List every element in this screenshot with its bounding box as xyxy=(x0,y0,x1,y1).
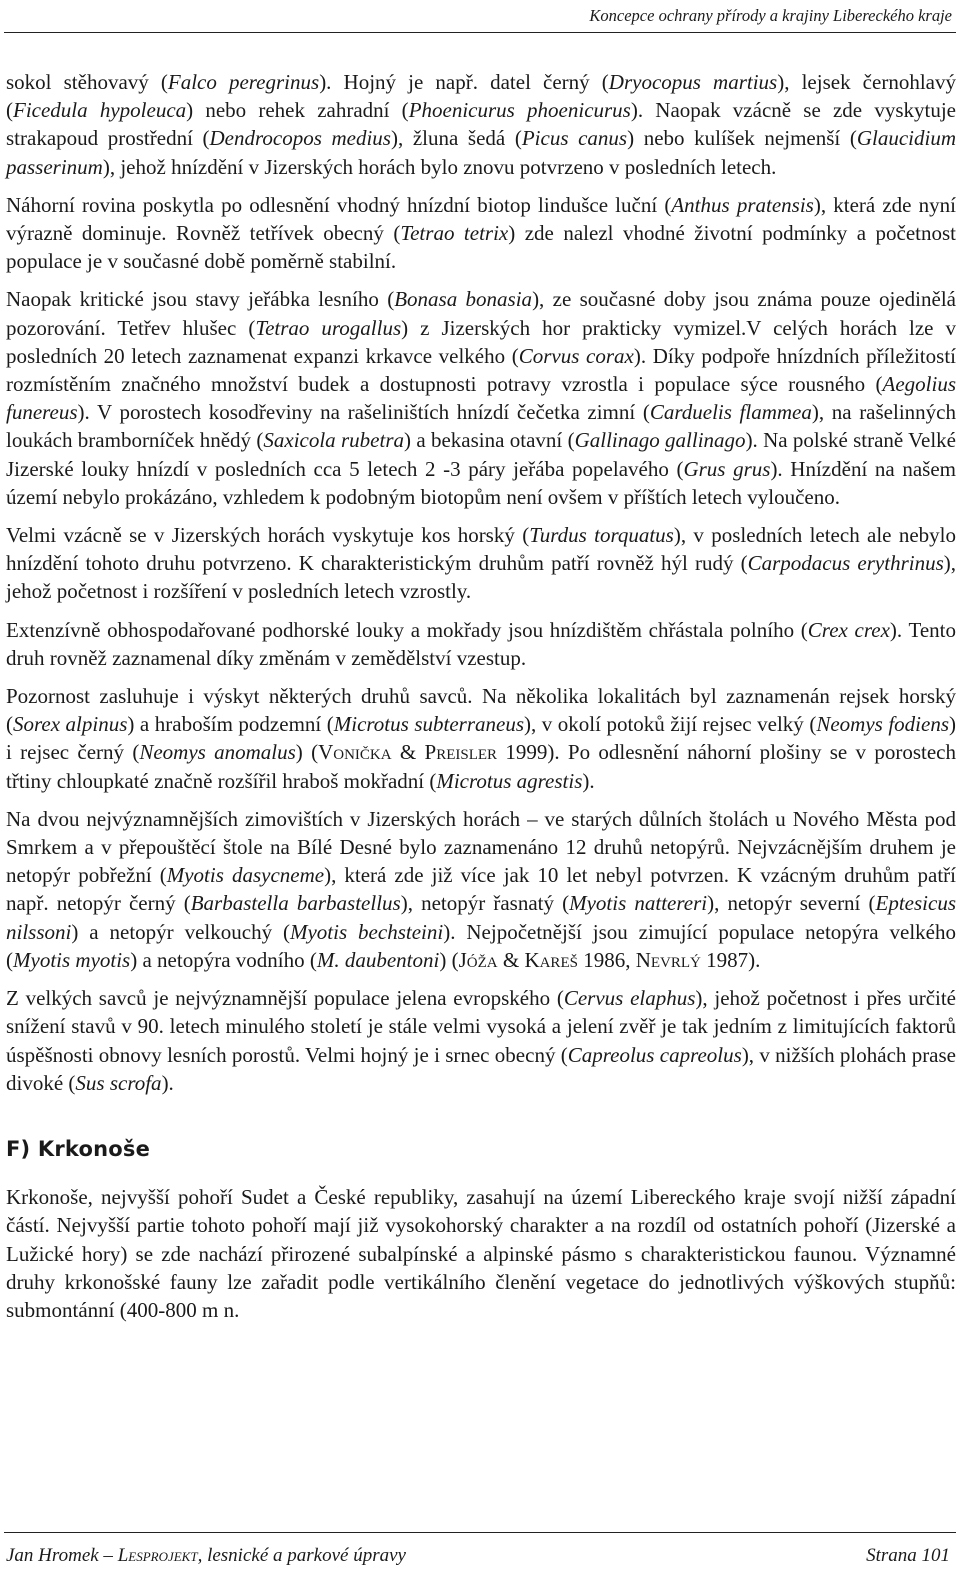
text-run: Velmi vzácně se v Jizerských horách vyskytuje kos horský ( xyxy=(6,523,530,548)
species-name: Tetrao tetrix xyxy=(400,221,509,246)
species-name: Myotis bechsteini xyxy=(289,919,444,944)
species-name: Carduelis flammea xyxy=(649,400,812,425)
text-run: ) a hraboším podzemní ( xyxy=(127,712,334,737)
section-heading: F) Krkonoše xyxy=(6,1136,151,1161)
species-name: Tetrao urogallus xyxy=(255,315,402,340)
species-name: Myotis myotis xyxy=(13,947,131,972)
species-name: Glaucidium passerinum xyxy=(6,126,956,179)
species-name: Crex crex xyxy=(807,617,890,642)
paragraph xyxy=(6,68,956,181)
text-run: ), která zde nyní výrazně dominuje. Rovněž tetřívek obecný ( xyxy=(6,192,956,246)
footer-company-rest: , lesnické a parkové úpravy xyxy=(197,1545,406,1566)
text-run: ), netopýr severní ( xyxy=(707,891,876,916)
text-run: ) a bekasina otavní ( xyxy=(404,428,575,453)
text-run: ). Tento druh rovněž zaznamenal díky změnám v zemědělství vzestup. xyxy=(6,617,956,670)
text-run: ). xyxy=(582,768,595,793)
species-name: Ficedula hypoleuca xyxy=(13,98,187,123)
text-run: Z velkých savců je nejvýznamnější populace jelena evropského ( xyxy=(6,986,564,1011)
text-run: ) z Jizerských hor prakticky vymizel.V celých horách lze v posledních 20 letech zaznamenat expanzi krkavce velkého ( xyxy=(6,315,957,368)
footer-author-name: Jan Hromek – xyxy=(6,1545,118,1566)
text-run: 1986, xyxy=(577,947,636,972)
text-run: ), v nižších plohách prase divoké ( xyxy=(6,1042,956,1095)
text-run: ). Hnízdění na našem území nebylo prokázáno, vzhledem k podobným biotopům není ovšem v příštích letech vyloučeno. xyxy=(6,456,956,509)
paragraph xyxy=(6,984,956,1097)
species-name: M. daubentoni xyxy=(316,947,440,972)
paragraph xyxy=(6,191,956,276)
species-name: Microtus subterraneus xyxy=(333,712,524,737)
text-run: ). Nejpočetnější jsou zimující populace netopýra velkého ( xyxy=(6,919,956,972)
paragraph xyxy=(6,805,956,974)
species-name: Corvus corax xyxy=(518,343,634,368)
species-name: Phoenicurus phoenicurus xyxy=(408,98,631,123)
text-run: & xyxy=(391,740,425,765)
page-body xyxy=(6,68,956,1334)
paragraphs-top xyxy=(6,68,956,1097)
text-run: ) a netopýra vodního ( xyxy=(130,947,317,972)
species-name: Bonasa bonasia xyxy=(394,287,533,312)
text-run: Pozornost zasluhuje i výskyt některých druhů savců. Na několika lokalitách byl zaznamenán rejsek horský ( xyxy=(6,684,956,737)
species-name: Eptesicus nilssoni xyxy=(6,891,956,944)
species-name: Gallinago gallinago xyxy=(574,428,746,453)
species-name: Capreolus capreolus xyxy=(567,1042,742,1067)
species-name: Anthus pratensis xyxy=(671,192,814,217)
text-run: ) nebo rehek zahradní ( xyxy=(186,98,409,123)
text-run: ), v okolí potoků žijí rejsec velký ( xyxy=(524,712,817,737)
text-run: ) i rejsec černý ( xyxy=(6,712,956,765)
text-run: ). Hojný je např. datel černý ( xyxy=(319,70,609,94)
citation-author: Jóža xyxy=(458,947,498,972)
paragraph xyxy=(6,682,956,795)
text-run: Naopak kritické jsou stavy jeřábka lesního ( xyxy=(6,287,395,312)
text-run: ) ( xyxy=(295,740,319,765)
species-name: Neomys anomalus xyxy=(139,740,296,765)
citation-author: Nevrlý xyxy=(635,947,701,972)
paragraph xyxy=(6,285,956,511)
text-run: 1999). Po odlesnění náhorní plošiny se v porostech třtiny chloupkaté značně rozšířil hraboš mokřadní ( xyxy=(6,740,956,793)
species-name: Dryocopus martius xyxy=(608,70,778,94)
text-run: Extenzívně obhospodařované podhorské louky a mokřady jsou hnízdištěm chřástala polního ( xyxy=(6,617,808,642)
citation-author: Preisler xyxy=(424,740,498,765)
text-run: ), lejsek černohlavý ( xyxy=(6,70,956,123)
text-run: ), v posledních letech ale nebylo hnízdění tohoto druhu potvrzeno. K charakteristickým druhům patří rovněž hýl rudý ( xyxy=(6,523,956,576)
section-paragraph: Krkonoše, nejvyšší pohoří Sudet a České republiky, zasahují na území Libereckého kraje svojí nižší západní částí. Nejvyšší partie tohoto pohoří mají již vysokohorský charakter a na rozdíl od ostatních pohoří (Jizerské a Lužické hory) se zde nachází přirozené subalpínské a alpinské pásmo s charakteristickou faunou. Významné druhy krkonošské fauny lze zařadit podle vertikálního členění vegetace do jednotlivých výškových stupňů: submontánní (400-800 m n. xyxy=(6,1185,956,1322)
text-run: 1987). xyxy=(700,947,761,972)
page-number: Strana 101 xyxy=(866,1545,950,1566)
species-name: Neomys fodiens xyxy=(816,712,949,737)
text-run: Na dvou nejvýznamnějších zimovištích v Jizerských horách – ve starých důlních štolách u Nového Města pod Smrkem a v přepouštěcí štole na Bílé Desné bylo zaznamenáno 12 druhů netopýrů. Nejvzácnějším druhem je netopýr pobřežní ( xyxy=(6,806,956,888)
citation-author: Vonička xyxy=(318,740,392,765)
species-name: Carpodacus erythrinus xyxy=(747,551,944,576)
text-run: ) ( xyxy=(439,947,459,972)
species-name: Dendrocopos medius xyxy=(209,126,391,151)
text-run: ), jehož početnost i přes určité snížení stavů v 90. letech minulého století je stále velmi vysoká a jelení zvěř je tak jedním z limitujících faktorů úspěšnosti obnovy lesních porostů. Velmi hojný je i srnec obecný ( xyxy=(6,986,956,1067)
text-run: ) nebo kulíšek nejmenší ( xyxy=(627,126,857,151)
footer-author xyxy=(6,1545,406,1567)
species-name: Cervus elaphus xyxy=(563,986,696,1011)
paragraph xyxy=(6,521,956,606)
text-run: ). Naopak vzácně se zde vyskytuje strakapoud prostřední ( xyxy=(6,98,956,151)
header-divider xyxy=(4,32,956,33)
text-run: ), netopýr řasnatý ( xyxy=(400,891,570,916)
text-run: ) zde nalezl vhodné životní podmínky a početnost populace je v současné době poměrně stabilní. xyxy=(6,221,956,274)
text-run: ). Na polské straně Velké Jizerské louky hnízdí v posledních cca 5 letech 2 -3 páry jeřába popelavého ( xyxy=(6,428,956,481)
species-name: Sorex alpinus xyxy=(13,712,128,737)
text-run: ), která zde již více jak 10 let nebyl potvrzen. K vzácným druhům patří např. netopýr černý ( xyxy=(6,863,956,916)
paragraph xyxy=(6,616,956,672)
text-run: sokol stěhovavý ( xyxy=(6,70,168,94)
text-run: ) a netopýr velkouchý ( xyxy=(71,919,290,944)
species-name: Picus canus xyxy=(521,126,628,151)
running-header: Koncepce ochrany přírody a krajiny Libereckého kraje xyxy=(589,6,952,25)
species-name: Sus scrofa xyxy=(75,1070,162,1095)
species-name: Grus grus xyxy=(683,456,771,481)
text-run: & xyxy=(497,947,525,972)
species-name: Microtus agrestis xyxy=(436,768,583,793)
species-name: Myotis dasycneme xyxy=(166,863,325,888)
text-run: ), žluna šedá ( xyxy=(390,126,522,151)
species-name: Myotis nattereri xyxy=(569,891,708,916)
species-name: Turdus torquatus xyxy=(529,523,674,548)
text-run: ), na rašelinných loukách bramborníček hnědý ( xyxy=(6,400,956,453)
citation-author: Kareš xyxy=(524,947,578,972)
text-run: ). V porostech kosodřeviny na rašeliništích hnízdí čečetka zimní ( xyxy=(77,400,650,425)
species-name: Aegolius funereus xyxy=(6,372,956,425)
footer-company: Lesprojekt xyxy=(117,1545,198,1566)
text-run: ), ze současné doby jsou známa pouze ojedinělá pozorování. Tetřev hlušec ( xyxy=(6,287,956,340)
text-run: ). xyxy=(161,1070,174,1095)
text-run: ), jehož hnízdění v Jizerských horách bylo znovu potvrzeno v posledních letech. xyxy=(102,154,777,179)
footer-divider xyxy=(4,1532,956,1533)
species-name: Falco peregrinus xyxy=(167,70,320,94)
species-name: Saxicola rubetra xyxy=(263,428,405,453)
text-run: ). Díky podpoře hnízdních příležitostí rozmístěním značného množství budek a dostupnosti potravy vzrostla i populace sýce rousného ( xyxy=(6,343,956,397)
text-run: Náhorní rovina poskytla po odlesnění vhodný hnízdní biotop lindušce luční ( xyxy=(6,192,672,217)
text-run: ), jehož početnost i rozšíření v posledních letech vzrostly. xyxy=(6,551,956,604)
species-name: Barbastella barbastellus xyxy=(190,891,401,916)
